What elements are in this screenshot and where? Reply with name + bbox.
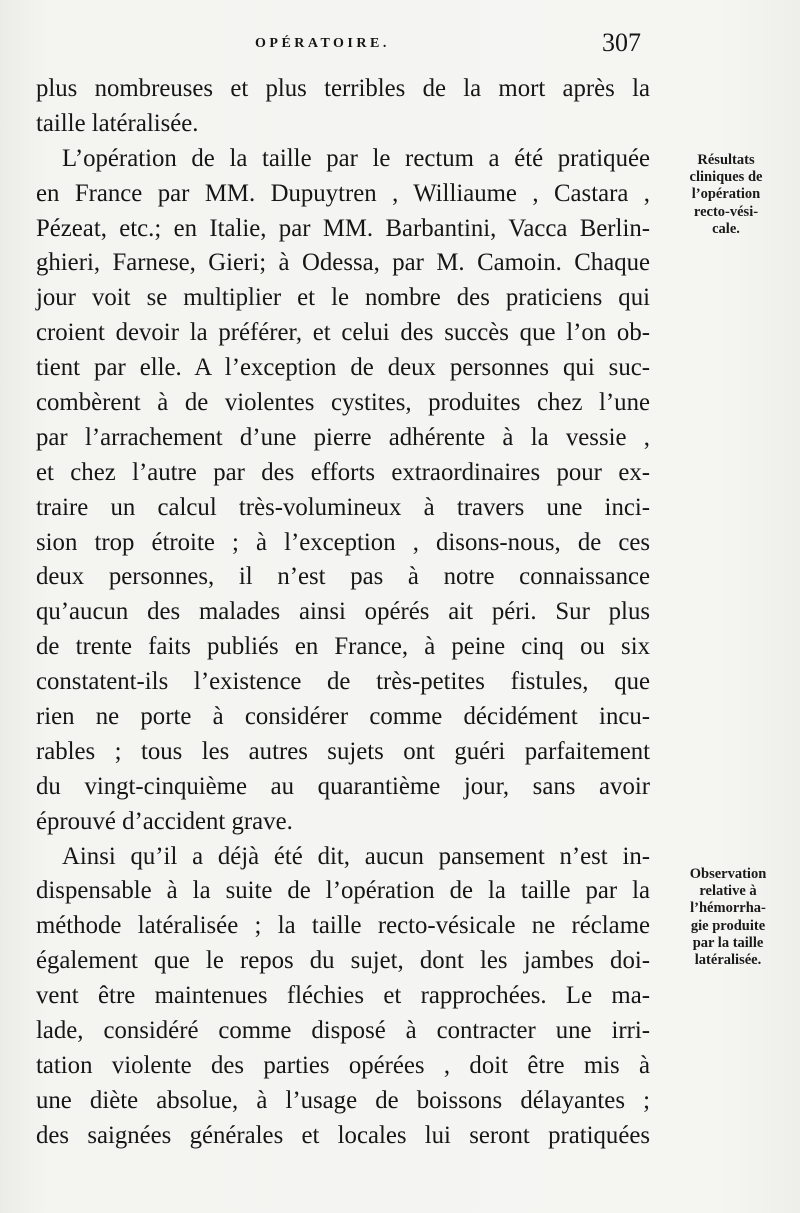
text-line: constatent-ils l’existence de très-petites fistules, que <box>36 668 650 696</box>
text-line: deux personnes, il n’est pas à notre connaissance <box>36 563 650 591</box>
text-line: combèrent à de violentes cystites, produites chez l’une <box>36 389 650 417</box>
margin-note-line: latéralisée. <box>694 952 762 969</box>
text-line: sion trop étroite ; à l’exception , disons-nous, de ces <box>36 528 650 556</box>
text-line: rables ; tous les autres sujets ont guéri parfaitement <box>36 737 650 765</box>
margin-note-clinical-results <box>655 152 797 238</box>
margin-note-line: cliniques de <box>689 169 763 186</box>
text-line: L’opération de la taille par le rectum a été pratiquée <box>62 144 650 172</box>
margin-note-hemorrhage <box>657 866 799 969</box>
text-line: tient par elle. A l’exception de deux personnes qui suc- <box>36 354 650 382</box>
margin-note-line: l’hémorrha- <box>690 900 766 917</box>
margin-note-line: Résultats <box>697 152 755 168</box>
margin-note-line: recto-vési- <box>693 203 759 220</box>
text-line: et chez l’autre par des efforts extraordinaires pour ex- <box>36 458 650 486</box>
margin-note-line: relative à <box>699 883 757 900</box>
text-line: jour voit se multiplier et le nombre des praticiens qui <box>36 284 650 312</box>
text-line: par l’arrachement d’une pierre adhérente à la vessie , <box>36 423 650 451</box>
text-line: qu’aucun des malades ainsi opérés ait péri. Sur plus <box>36 598 650 626</box>
body-text <box>36 72 650 1154</box>
text-line: lade, considéré comme disposé à contracter une irri- <box>36 1017 650 1045</box>
text-line: croient devoir la préférer, et celui des succès que l’on ob- <box>36 319 650 347</box>
margin-note-line: Observation <box>689 866 767 882</box>
running-head: OPÉRATOIRE. <box>255 36 390 51</box>
margin-note-line: l’opération <box>691 186 761 203</box>
text-line: en France par MM. Dupuytren , Williaume , Castara , <box>36 179 650 207</box>
text-line: traire un calcul très-volumineux à travers une inci- <box>36 493 650 521</box>
text-line: Pézeat, etc.; en Italie, par MM. Barbantini, Vacca Berlin- <box>36 214 650 242</box>
text-line: tation violente des parties opérées , doit être mis à <box>36 1051 650 1079</box>
text-line: rien ne porte à considérer comme décidément incu- <box>36 703 650 731</box>
margin-note-line: par la taille <box>692 934 764 951</box>
page-number: 307 <box>602 28 641 57</box>
text-line: de trente faits publiés en France, à peine cinq ou six <box>36 633 650 661</box>
text-line: ghieri, Farnese, Gieri; à Odessa, par M. Camoin. Chaque <box>36 249 650 277</box>
margin-note-line: gie produite <box>690 917 766 934</box>
text-line: éprouvé d’accident grave. <box>36 807 293 835</box>
text-line: Ainsi qu’il a déjà été dit, aucun pansement n’est in- <box>62 842 650 870</box>
text-line: des saignées générales et locales lui seront pratiquées <box>36 1121 650 1149</box>
text-line: vent être maintenues fléchies et rapprochées. Le ma- <box>36 982 650 1010</box>
text-line: également que le repos du sujet, dont les jambes doi- <box>36 947 650 975</box>
text-line: taille latéralisée. <box>36 109 199 137</box>
margin-note-line: cale. <box>712 220 740 237</box>
text-line: une diète absolue, à l’usage de boissons délayantes ; <box>36 1086 650 1114</box>
text-line: méthode latéralisée ; la taille recto-vésicale ne réclame <box>36 912 650 940</box>
text-line: plus nombreuses et plus terribles de la mort après la <box>36 75 650 102</box>
text-line: dispensable à la suite de l’opération de la taille par la <box>36 877 650 905</box>
text-line: du vingt-cinquième au quarantième jour, sans avoir <box>36 772 650 800</box>
